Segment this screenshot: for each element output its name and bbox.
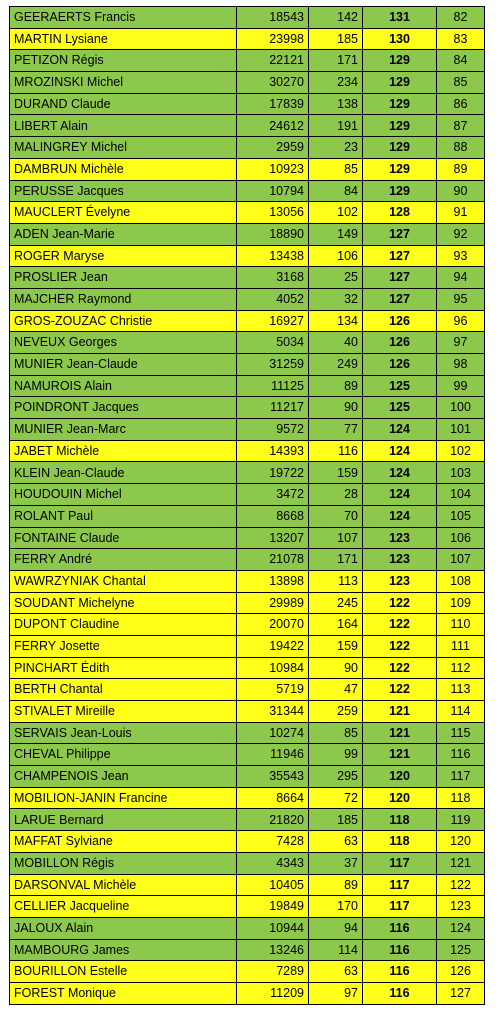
player-name-cell: MAMBOURG James <box>10 939 237 961</box>
points-cell: 10923 <box>237 158 309 180</box>
table-row <box>10 267 485 289</box>
score-cell: 122 <box>363 614 437 636</box>
count-cell: 63 <box>309 961 363 983</box>
score-cell: 127 <box>363 245 437 267</box>
player-name-cell: FOREST Monique <box>10 982 237 1004</box>
rank-cell: 121 <box>437 852 485 874</box>
score-cell: 117 <box>363 896 437 918</box>
rank-cell: 86 <box>437 93 485 115</box>
points-cell: 35543 <box>237 766 309 788</box>
player-name-cell: POINDRONT Jacques <box>10 397 237 419</box>
count-cell: 159 <box>309 462 363 484</box>
score-cell: 125 <box>363 375 437 397</box>
rank-cell: 93 <box>437 245 485 267</box>
rank-cell: 87 <box>437 115 485 137</box>
player-name-cell: FERRY André <box>10 549 237 571</box>
points-cell: 8664 <box>237 787 309 809</box>
player-name-cell: DAMBRUN Michèle <box>10 158 237 180</box>
table-row <box>10 419 485 441</box>
count-cell: 40 <box>309 332 363 354</box>
table-row <box>10 549 485 571</box>
score-cell: 121 <box>363 701 437 723</box>
rank-cell: 115 <box>437 722 485 744</box>
rank-cell: 118 <box>437 787 485 809</box>
score-cell: 123 <box>363 549 437 571</box>
rank-cell: 97 <box>437 332 485 354</box>
count-cell: 114 <box>309 939 363 961</box>
table-row <box>10 288 485 310</box>
points-cell: 10944 <box>237 917 309 939</box>
table-row <box>10 462 485 484</box>
points-cell: 18543 <box>237 7 309 29</box>
player-name-cell: FERRY Josette <box>10 635 237 657</box>
score-cell: 129 <box>363 158 437 180</box>
points-cell: 13207 <box>237 527 309 549</box>
score-cell: 125 <box>363 397 437 419</box>
score-cell: 128 <box>363 202 437 224</box>
points-cell: 8668 <box>237 505 309 527</box>
score-cell: 129 <box>363 115 437 137</box>
count-cell: 94 <box>309 917 363 939</box>
points-cell: 13438 <box>237 245 309 267</box>
score-cell: 127 <box>363 223 437 245</box>
rank-cell: 101 <box>437 419 485 441</box>
rank-cell: 85 <box>437 72 485 94</box>
score-cell: 129 <box>363 137 437 159</box>
score-cell: 131 <box>363 7 437 29</box>
player-name-cell: PINCHART Édith <box>10 657 237 679</box>
rank-cell: 91 <box>437 202 485 224</box>
points-cell: 11209 <box>237 982 309 1004</box>
score-cell: 117 <box>363 852 437 874</box>
player-name-cell: SERVAIS Jean-Louis <box>10 722 237 744</box>
points-cell: 31259 <box>237 354 309 376</box>
count-cell: 113 <box>309 570 363 592</box>
count-cell: 106 <box>309 245 363 267</box>
rank-cell: 83 <box>437 28 485 50</box>
rank-cell: 106 <box>437 527 485 549</box>
count-cell: 171 <box>309 549 363 571</box>
table-row <box>10 397 485 419</box>
score-cell: 129 <box>363 180 437 202</box>
player-name-cell: KLEIN Jean-Claude <box>10 462 237 484</box>
rank-cell: 120 <box>437 831 485 853</box>
player-name-cell: WAWRZYNIAK Chantal <box>10 570 237 592</box>
count-cell: 85 <box>309 158 363 180</box>
count-cell: 116 <box>309 440 363 462</box>
player-name-cell: JALOUX Alain <box>10 917 237 939</box>
player-name-cell: DURAND Claude <box>10 93 237 115</box>
rank-cell: 112 <box>437 657 485 679</box>
table-row <box>10 570 485 592</box>
count-cell: 47 <box>309 679 363 701</box>
player-name-cell: MOBILION-JANIN Francine <box>10 787 237 809</box>
count-cell: 191 <box>309 115 363 137</box>
score-cell: 122 <box>363 679 437 701</box>
count-cell: 90 <box>309 657 363 679</box>
table-row <box>10 93 485 115</box>
rank-cell: 119 <box>437 809 485 831</box>
count-cell: 99 <box>309 744 363 766</box>
points-cell: 13056 <box>237 202 309 224</box>
rank-cell: 114 <box>437 701 485 723</box>
score-cell: 122 <box>363 657 437 679</box>
score-cell: 130 <box>363 28 437 50</box>
rank-cell: 127 <box>437 982 485 1004</box>
table-row <box>10 874 485 896</box>
count-cell: 234 <box>309 72 363 94</box>
table-row <box>10 28 485 50</box>
score-cell: 124 <box>363 505 437 527</box>
table-row <box>10 72 485 94</box>
points-cell: 5034 <box>237 332 309 354</box>
points-cell: 10984 <box>237 657 309 679</box>
score-cell: 121 <box>363 744 437 766</box>
player-name-cell: STIVALET Mireille <box>10 701 237 723</box>
score-cell: 129 <box>363 72 437 94</box>
player-name-cell: MAUCLERT Évelyne <box>10 202 237 224</box>
player-name-cell: LIBERT Alain <box>10 115 237 137</box>
count-cell: 89 <box>309 874 363 896</box>
score-cell: 122 <box>363 635 437 657</box>
points-cell: 30270 <box>237 72 309 94</box>
count-cell: 185 <box>309 809 363 831</box>
count-cell: 37 <box>309 852 363 874</box>
points-cell: 18890 <box>237 223 309 245</box>
points-cell: 16927 <box>237 310 309 332</box>
rank-cell: 122 <box>437 874 485 896</box>
player-name-cell: JABET Michèle <box>10 440 237 462</box>
table-row <box>10 484 485 506</box>
points-cell: 29989 <box>237 592 309 614</box>
table-row <box>10 701 485 723</box>
table-row <box>10 310 485 332</box>
count-cell: 134 <box>309 310 363 332</box>
points-cell: 7428 <box>237 831 309 853</box>
rank-cell: 111 <box>437 635 485 657</box>
rank-cell: 124 <box>437 917 485 939</box>
player-name-cell: MUNIER Jean-Marc <box>10 419 237 441</box>
rank-cell: 113 <box>437 679 485 701</box>
count-cell: 28 <box>309 484 363 506</box>
player-name-cell: GEERAERTS Francis <box>10 7 237 29</box>
table-row <box>10 896 485 918</box>
count-cell: 170 <box>309 896 363 918</box>
count-cell: 25 <box>309 267 363 289</box>
points-cell: 9572 <box>237 419 309 441</box>
rank-cell: 107 <box>437 549 485 571</box>
points-cell: 22121 <box>237 50 309 72</box>
score-cell: 123 <box>363 570 437 592</box>
rank-cell: 108 <box>437 570 485 592</box>
score-cell: 127 <box>363 288 437 310</box>
count-cell: 72 <box>309 787 363 809</box>
score-cell: 126 <box>363 354 437 376</box>
player-name-cell: PERUSSE Jacques <box>10 180 237 202</box>
table-row <box>10 440 485 462</box>
count-cell: 249 <box>309 354 363 376</box>
count-cell: 185 <box>309 28 363 50</box>
player-name-cell: MOBILLON Régis <box>10 852 237 874</box>
score-cell: 121 <box>363 722 437 744</box>
score-cell: 123 <box>363 527 437 549</box>
player-name-cell: BERTH Chantal <box>10 679 237 701</box>
player-name-cell: GROS-ZOUZAC Christie <box>10 310 237 332</box>
points-cell: 19722 <box>237 462 309 484</box>
table-row <box>10 202 485 224</box>
ranking-table <box>9 6 485 1005</box>
count-cell: 32 <box>309 288 363 310</box>
player-name-cell: CHAMPENOIS Jean <box>10 766 237 788</box>
count-cell: 107 <box>309 527 363 549</box>
score-cell: 124 <box>363 484 437 506</box>
table-row <box>10 722 485 744</box>
player-name-cell: PROSLIER Jean <box>10 267 237 289</box>
table-row <box>10 917 485 939</box>
table-row <box>10 635 485 657</box>
score-cell: 117 <box>363 874 437 896</box>
table-row <box>10 158 485 180</box>
table-row <box>10 744 485 766</box>
score-cell: 116 <box>363 917 437 939</box>
player-name-cell: CHEVAL Philippe <box>10 744 237 766</box>
points-cell: 19422 <box>237 635 309 657</box>
player-name-cell: PETIZON Régis <box>10 50 237 72</box>
player-name-cell: DARSONVAL Michèle <box>10 874 237 896</box>
table-row <box>10 50 485 72</box>
points-cell: 31344 <box>237 701 309 723</box>
table-row <box>10 245 485 267</box>
player-name-cell: MAJCHER Raymond <box>10 288 237 310</box>
count-cell: 70 <box>309 505 363 527</box>
score-cell: 118 <box>363 831 437 853</box>
rank-cell: 104 <box>437 484 485 506</box>
score-cell: 120 <box>363 766 437 788</box>
points-cell: 20070 <box>237 614 309 636</box>
points-cell: 14393 <box>237 440 309 462</box>
score-cell: 122 <box>363 592 437 614</box>
rank-cell: 99 <box>437 375 485 397</box>
rank-cell: 84 <box>437 50 485 72</box>
table-row <box>10 223 485 245</box>
count-cell: 171 <box>309 50 363 72</box>
count-cell: 63 <box>309 831 363 853</box>
rank-cell: 123 <box>437 896 485 918</box>
score-cell: 120 <box>363 787 437 809</box>
player-name-cell: MALINGREY Michel <box>10 137 237 159</box>
points-cell: 19849 <box>237 896 309 918</box>
table-row <box>10 354 485 376</box>
table-row <box>10 332 485 354</box>
score-cell: 129 <box>363 50 437 72</box>
score-cell: 126 <box>363 310 437 332</box>
rank-cell: 126 <box>437 961 485 983</box>
score-cell: 129 <box>363 93 437 115</box>
rank-cell: 96 <box>437 310 485 332</box>
player-name-cell: BOURILLON Estelle <box>10 961 237 983</box>
table-row <box>10 115 485 137</box>
score-cell: 116 <box>363 939 437 961</box>
points-cell: 13898 <box>237 570 309 592</box>
rank-cell: 100 <box>437 397 485 419</box>
rank-cell: 82 <box>437 7 485 29</box>
points-cell: 11946 <box>237 744 309 766</box>
points-cell: 2959 <box>237 137 309 159</box>
player-name-cell: MAFFAT Sylviane <box>10 831 237 853</box>
rank-cell: 89 <box>437 158 485 180</box>
player-name-cell: CELLIER Jacqueline <box>10 896 237 918</box>
ranking-table-body <box>10 7 485 1005</box>
player-name-cell: NAMUROIS Alain <box>10 375 237 397</box>
rank-cell: 98 <box>437 354 485 376</box>
points-cell: 17839 <box>237 93 309 115</box>
table-row <box>10 939 485 961</box>
player-name-cell: ROLANT Paul <box>10 505 237 527</box>
points-cell: 10405 <box>237 874 309 896</box>
points-cell: 10794 <box>237 180 309 202</box>
player-name-cell: FONTAINE Claude <box>10 527 237 549</box>
points-cell: 4343 <box>237 852 309 874</box>
player-name-cell: MUNIER Jean-Claude <box>10 354 237 376</box>
rank-cell: 103 <box>437 462 485 484</box>
count-cell: 295 <box>309 766 363 788</box>
player-name-cell: SOUDANT Michelyne <box>10 592 237 614</box>
count-cell: 149 <box>309 223 363 245</box>
player-name-cell: MROZINSKI Michel <box>10 72 237 94</box>
rank-cell: 102 <box>437 440 485 462</box>
count-cell: 138 <box>309 93 363 115</box>
score-cell: 126 <box>363 332 437 354</box>
table-row <box>10 766 485 788</box>
rank-cell: 117 <box>437 766 485 788</box>
rank-cell: 88 <box>437 137 485 159</box>
points-cell: 10274 <box>237 722 309 744</box>
count-cell: 142 <box>309 7 363 29</box>
count-cell: 77 <box>309 419 363 441</box>
score-cell: 127 <box>363 267 437 289</box>
count-cell: 245 <box>309 592 363 614</box>
score-cell: 116 <box>363 961 437 983</box>
rank-cell: 92 <box>437 223 485 245</box>
player-name-cell: ROGER Maryse <box>10 245 237 267</box>
score-cell: 124 <box>363 419 437 441</box>
points-cell: 5719 <box>237 679 309 701</box>
table-row <box>10 375 485 397</box>
rank-cell: 110 <box>437 614 485 636</box>
table-row <box>10 852 485 874</box>
points-cell: 11125 <box>237 375 309 397</box>
table-row <box>10 592 485 614</box>
score-cell: 116 <box>363 982 437 1004</box>
rank-cell: 125 <box>437 939 485 961</box>
points-cell: 3472 <box>237 484 309 506</box>
count-cell: 89 <box>309 375 363 397</box>
count-cell: 102 <box>309 202 363 224</box>
count-cell: 90 <box>309 397 363 419</box>
table-row <box>10 527 485 549</box>
table-row <box>10 180 485 202</box>
player-name-cell: LARUE Bernard <box>10 809 237 831</box>
count-cell: 85 <box>309 722 363 744</box>
player-name-cell: NEVEUX Georges <box>10 332 237 354</box>
rank-cell: 105 <box>437 505 485 527</box>
ranking-table-container <box>9 6 484 1005</box>
table-row <box>10 831 485 853</box>
table-row <box>10 982 485 1004</box>
points-cell: 24612 <box>237 115 309 137</box>
score-cell: 124 <box>363 440 437 462</box>
table-row <box>10 137 485 159</box>
score-cell: 118 <box>363 809 437 831</box>
count-cell: 97 <box>309 982 363 1004</box>
table-row <box>10 787 485 809</box>
points-cell: 13246 <box>237 939 309 961</box>
table-row <box>10 679 485 701</box>
points-cell: 4052 <box>237 288 309 310</box>
points-cell: 3168 <box>237 267 309 289</box>
rank-cell: 109 <box>437 592 485 614</box>
table-row <box>10 505 485 527</box>
table-row <box>10 614 485 636</box>
rank-cell: 94 <box>437 267 485 289</box>
rank-cell: 95 <box>437 288 485 310</box>
player-name-cell: ADEN Jean-Marie <box>10 223 237 245</box>
count-cell: 23 <box>309 137 363 159</box>
rank-cell: 116 <box>437 744 485 766</box>
table-row <box>10 809 485 831</box>
count-cell: 84 <box>309 180 363 202</box>
table-row <box>10 657 485 679</box>
points-cell: 7289 <box>237 961 309 983</box>
score-cell: 124 <box>363 462 437 484</box>
points-cell: 23998 <box>237 28 309 50</box>
player-name-cell: MARTIN Lysiane <box>10 28 237 50</box>
rank-cell: 90 <box>437 180 485 202</box>
table-row <box>10 961 485 983</box>
points-cell: 11217 <box>237 397 309 419</box>
count-cell: 259 <box>309 701 363 723</box>
player-name-cell: HOUDOUIN Michel <box>10 484 237 506</box>
table-row <box>10 7 485 29</box>
points-cell: 21078 <box>237 549 309 571</box>
count-cell: 159 <box>309 635 363 657</box>
player-name-cell: DUPONT Claudine <box>10 614 237 636</box>
points-cell: 21820 <box>237 809 309 831</box>
count-cell: 164 <box>309 614 363 636</box>
